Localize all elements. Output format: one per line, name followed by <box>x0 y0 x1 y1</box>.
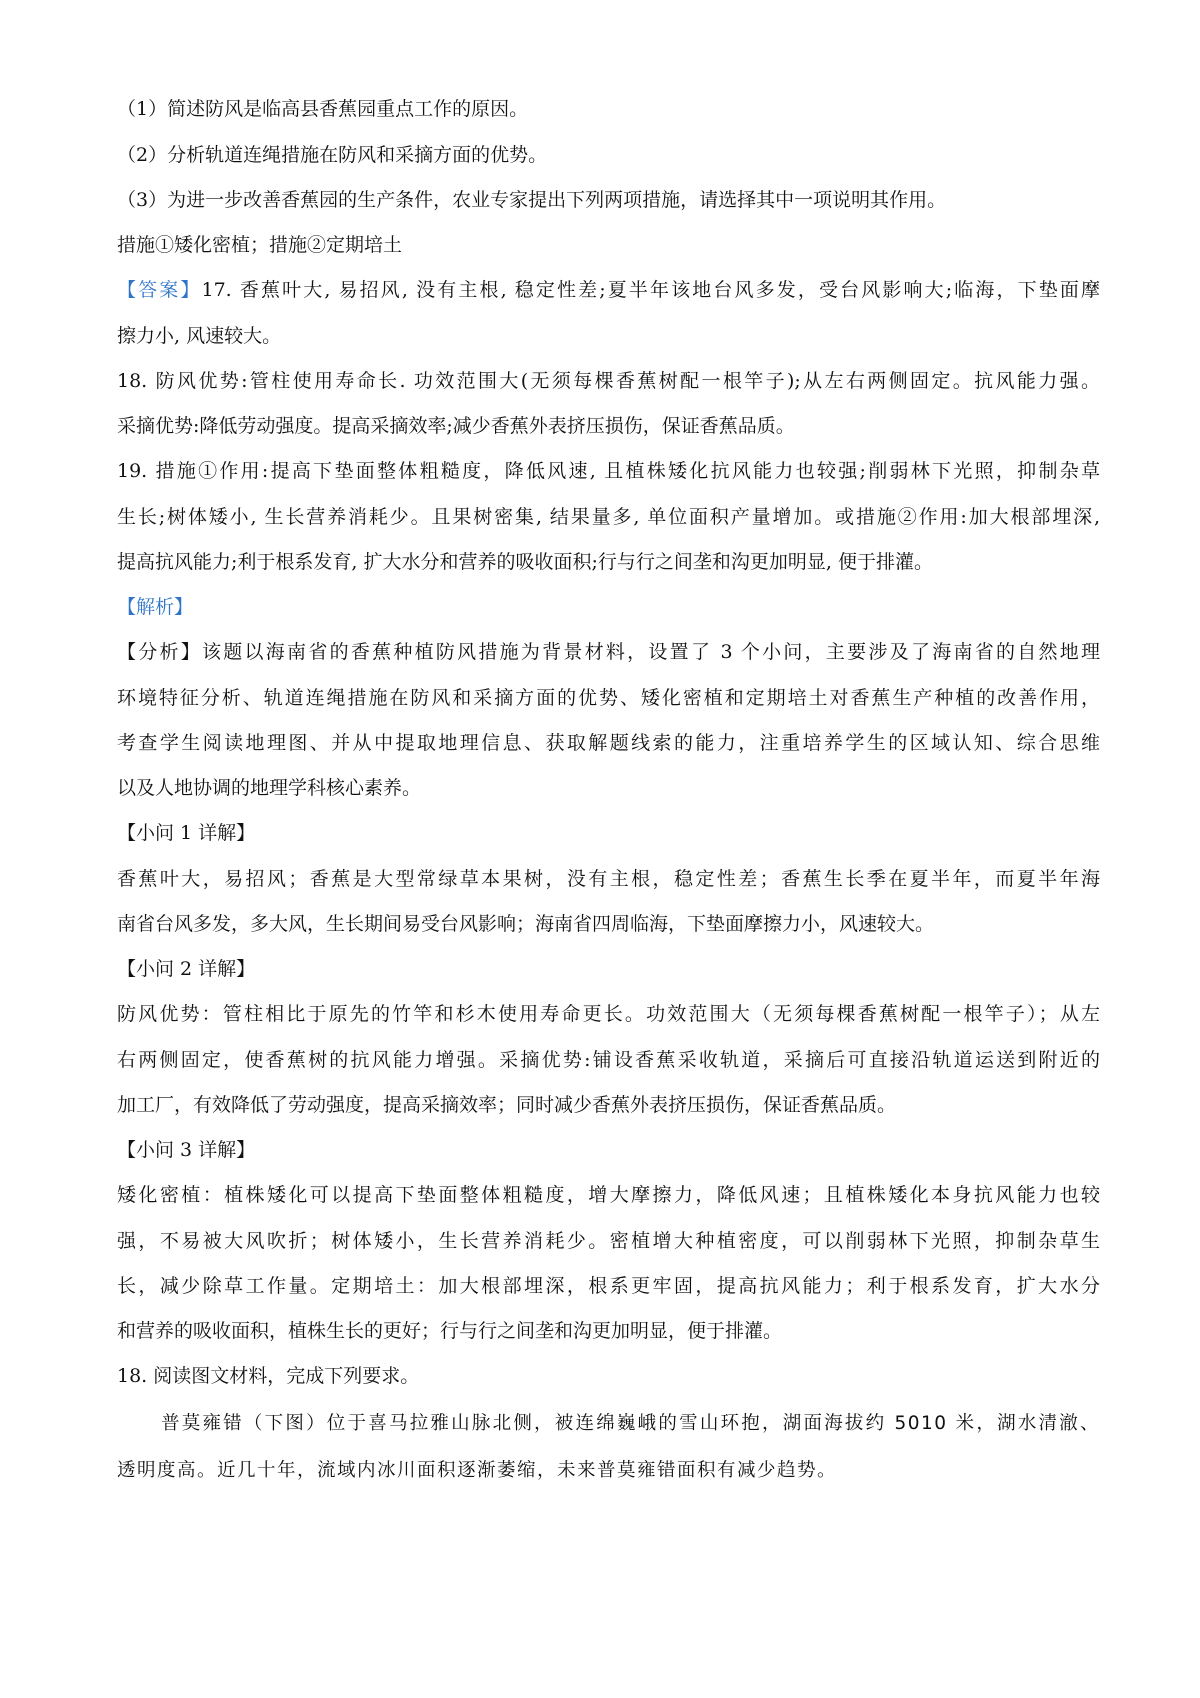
answer-tag: 【答案】 <box>117 279 202 301</box>
answer-19-line-1: 19. 措施①作用:提高下垫面整体粗糙度，降低风速, 且植株矮化抗风能力也较强;削弱林下光照，抑制杂草 <box>117 460 1100 482</box>
analysis-tag: 【解析】 <box>117 596 194 618</box>
question-3: （3）为进一步改善香蕉园的生产条件，农业专家提出下列两项措施，请选择其中一项说明其作用。 <box>117 189 947 211</box>
detail-3-line-1: 矮化密植：植株矮化可以提高下垫面整体粗糙度，增大摩擦力，降低风速；且植株矮化本身抗风能力也较 <box>117 1184 1100 1206</box>
analysis-fenxi-line-4: 以及人地协调的地理学科核心素养。 <box>117 777 422 799</box>
analysis-fenxi-line-2: 环境特征分析、轨道连绳措施在防风和采摘方面的优势、矮化密植和定期培土对香蕉生产种植的改善作用， <box>117 687 1100 709</box>
analysis-fenxi-line-3: 考查学生阅读地理图、并从中提取地理信息、获取解题线索的能力，注重培养学生的区域认知、综合思维 <box>117 732 1100 754</box>
answer-17-line-1: 【答案】17. 香蕉叶大, 易招风, 没有主根, 稳定性差;夏半年该地台风多发，受台风影响大;临海，下垫面摩 <box>117 279 1100 301</box>
detail-2-line-2: 右两侧固定，使香蕉树的抗风能力增强。采摘优势:铺设香蕉采收轨道，采摘后可直接沿轨道运送到附近的 <box>117 1049 1100 1071</box>
sub-question-1-heading: 【小问 1 详解】 <box>117 822 256 844</box>
measures-line: 措施①矮化密植；措施②定期培土 <box>117 234 403 256</box>
answer-17-line-2: 擦力小, 风速较大。 <box>117 325 282 347</box>
detail-3-line-4: 和营养的吸收面积，植株生长的更好；行与行之间垄和沟更加明显，便于排灌。 <box>117 1320 783 1342</box>
answer-18-line-2: 采摘优势:降低劳动强度。提高采摘效率;减少香蕉外表挤压损伤，保证香蕉品质。 <box>117 415 795 437</box>
answer-19-line-3: 提高抗风能力;利于根系发育, 扩大水分和营养的吸收面积;行与行之间垄和沟更加明显, 便于排灌。 <box>117 551 933 573</box>
sub-question-2-heading: 【小问 2 详解】 <box>117 958 256 980</box>
material-line-2: 透明度高。近几十年，流域内冰川面积逐渐萎缩，未来普莫雍错面积有减少趋势。 <box>117 1460 838 1481</box>
detail-3-line-2: 强，不易被大风吹折；树体矮小，生长营养消耗少。密植增大种植密度，可以削弱林下光照，抑制杂草生 <box>117 1230 1100 1252</box>
question-2: （2）分析轨道连绳措施在防风和采摘方面的优势。 <box>117 144 548 166</box>
answer-18-line-1: 18. 防风优势:管柱使用寿命长. 功效范围大(无须每棵香蕉树配一根竿子);从左右两侧固定。抗风能力强。 <box>117 370 1100 392</box>
detail-3-line-3: 长，减少除草工作量。定期培土：加大根部埋深，根系更牢固，提高抗风能力；利于根系发育，扩大水分 <box>117 1275 1100 1297</box>
question-1: （1）简述防风是临高县香蕉园重点工作的原因。 <box>117 98 529 120</box>
answer-19-line-2: 生长;树体矮小, 生长营养消耗少。且果树密集, 结果量多, 单位面积产量增加。或措施②作用:加大根部埋深, <box>117 506 1100 528</box>
material-line-1: 普莫雍错（下图）位于喜马拉雅山脉北侧，被连绵巍峨的雪山环抱，湖面海拔约 5010 米，湖水清澈、 <box>161 1413 1100 1434</box>
detail-2-line-3: 加工厂，有效降低了劳动强度，提高采摘效率；同时减少香蕉外表挤压损伤，保证香蕉品质。 <box>117 1094 897 1116</box>
question-18-stem: 18. 阅读图文材料，完成下列要求。 <box>117 1365 420 1387</box>
detail-1-line-1: 香蕉叶大，易招风；香蕉是大型常绿草本果树，没有主根，稳定性差；香蕉生长季在夏半年，而夏半年海 <box>117 868 1100 890</box>
analysis-fenxi-line-1: 【分析】该题以海南省的香蕉种植防风措施为背景材料，设置了 3 个小问，主要涉及了海南省的自然地理 <box>117 641 1100 663</box>
detail-1-line-2: 南省台风多发，多大风，生长期间易受台风影响；海南省四周临海，下垫面摩擦力小，风速较大。 <box>117 913 935 935</box>
detail-2-line-1: 防风优势：管柱相比于原先的竹竿和杉木使用寿命更长。功效范围大（无须每棵香蕉树配一根竿子）；从左 <box>117 1003 1100 1025</box>
sub-question-3-heading: 【小问 3 详解】 <box>117 1139 256 1161</box>
